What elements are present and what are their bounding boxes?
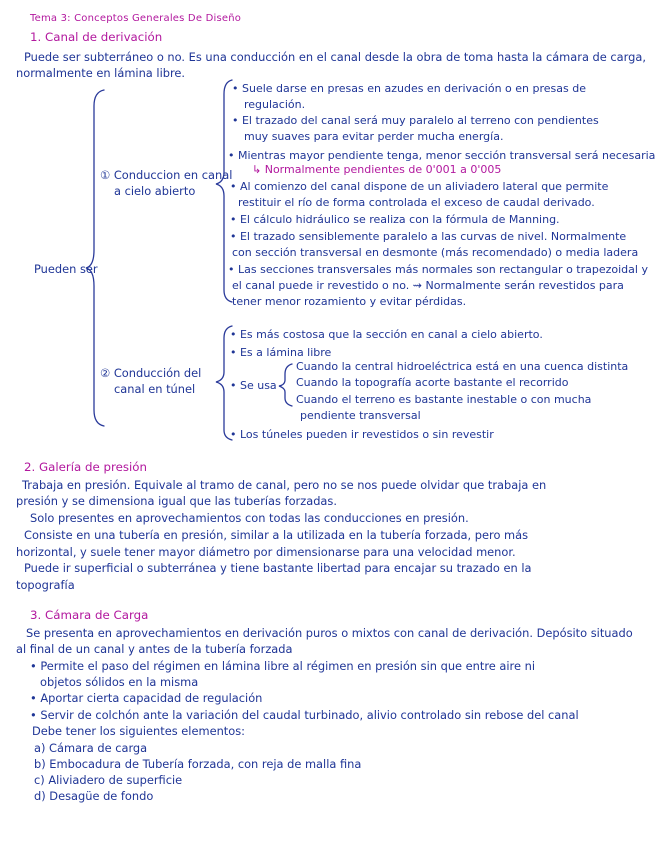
case-line: Cuando la topografía acorte bastante el recorrido <box>296 376 569 389</box>
bullet-line: tener menor rozamiento y evitar pérdidas. <box>232 295 467 308</box>
paragraph-line: • Aportar cierta capacidad de regulación <box>30 691 263 705</box>
section-heading-galeria: 2. Galería de presión <box>24 460 147 474</box>
bullet-line: • Las secciones transversales más normales son rectangular o trapezoidal y <box>228 263 648 276</box>
paragraph-line: horizontal, y suele tener mayor diámetro por dimensionarse para una velocidad menor. <box>16 545 516 559</box>
bullet-line: • Los túneles pueden ir revestidos o sin revestir <box>230 428 494 441</box>
bullet-line: • El cálculo hidráulico se realiza con la fórmula de Manning. <box>230 213 560 226</box>
paragraph-line: Consiste en una tubería en presión, similar a la utilizada en la tubería forzada, pero más <box>24 528 529 542</box>
pueden-ser-label: Pueden ser <box>34 262 98 276</box>
bullet-line: regulación. <box>244 98 306 111</box>
bullet-line: restituir el río de forma controlada el exceso de caudal derivado. <box>238 196 595 209</box>
case-line: Cuando el terreno es bastante inestable o con mucha <box>296 393 592 406</box>
list-item: c) Aliviadero de superficie <box>34 773 183 787</box>
se-usa-brace <box>279 364 292 406</box>
branch-label: ② Conducción del <box>100 366 202 380</box>
paragraph-line: Puede ser subterráneo o no. Es una conducción en el canal desde la obra de toma hasta la cámara de carga, <box>24 50 646 64</box>
se-usa-label: • Se usa <box>230 379 277 392</box>
paragraph-line: • Permite el paso del régimen en lámina libre al régimen en presión sin que entre aire ni <box>30 659 536 673</box>
bullet-line: • Suele darse en presas en azudes en derivación o en presas de <box>232 82 586 95</box>
section-heading-camara: 3. Cámara de Carga <box>30 608 149 622</box>
bullet-line: • Mientras mayor pendiente tenga, menor sección transversal será necesaria <box>228 149 656 162</box>
paragraph-line: Se presenta en aprovechamientos en derivación puros o mixtos con canal de derivación. Depósito situado <box>26 626 633 640</box>
bullet-line: • El trazado sensiblemente paralelo a las curvas de nivel. Normalmente <box>230 230 627 243</box>
paragraph-line: objetos sólidos en la misma <box>40 675 199 689</box>
paragraph-line: Solo presentes en aprovechamientos con todas las conducciones en presión. <box>30 511 469 525</box>
list-item: d) Desagüe de fondo <box>34 789 154 803</box>
case-line: pendiente transversal <box>300 409 421 422</box>
bullet-line: • Es más costosa que la sección en canal a cielo abierto. <box>230 328 543 341</box>
paragraph-line: presión y se dimensiona igual que las tuberías forzadas. <box>16 494 337 508</box>
bullet-line: • Es a lámina libre <box>230 346 332 359</box>
paragraph-line: Debe tener los siguientes elementos: <box>32 724 246 738</box>
page-title: Tema 3: Conceptos Generales De Diseño <box>30 13 242 24</box>
bullet-line: • El trazado del canal será muy paralelo al terreno con pendientes <box>232 114 599 127</box>
bullet-line: con sección transversal en desmonte (más recomendado) o media ladera <box>232 246 639 259</box>
branch-label: canal en túnel <box>114 382 196 396</box>
paragraph-line: topografía <box>16 578 75 592</box>
bullet-line: • Al comienzo del canal dispone de un aliviadero lateral que permite <box>230 180 609 193</box>
section-heading-canal: 1. Canal de derivación <box>30 30 163 44</box>
paragraph-line: normalmente en lámina libre. <box>16 66 186 80</box>
bullet-line: el canal puede ir revestido o no. ⇝ Normalmente serán revestidos para <box>232 279 624 292</box>
paragraph-line: • Servir de colchón ante la variación del caudal turbinado, alivio controlado sin rebose del canal <box>30 708 579 722</box>
branch-label: ① Conduccion en canal <box>100 168 233 182</box>
list-item: a) Cámara de carga <box>34 741 148 755</box>
bullet-line: muy suaves para evitar perder mucha energía. <box>244 130 504 143</box>
paragraph-line: al final de un canal y antes de la tubería forzada <box>16 642 293 656</box>
paragraph-line: Puede ir superficial o subterránea y tiene bastante libertad para encajar su trazado en la <box>24 561 532 575</box>
paragraph-line: Trabaja en presión. Equivale al tramo de canal, pero no se nos puede olvidar que trabaja en <box>22 478 547 492</box>
case-line: Cuando la central hidroeléctrica está en una cuenca distinta <box>296 360 629 373</box>
branch-label: a cielo abierto <box>114 184 196 198</box>
list-item: b) Embocadura de Tubería forzada, con reja de malla fina <box>34 757 362 771</box>
pink-note: ↳ Normalmente pendientes de 0'001 a 0'005 <box>252 163 502 176</box>
